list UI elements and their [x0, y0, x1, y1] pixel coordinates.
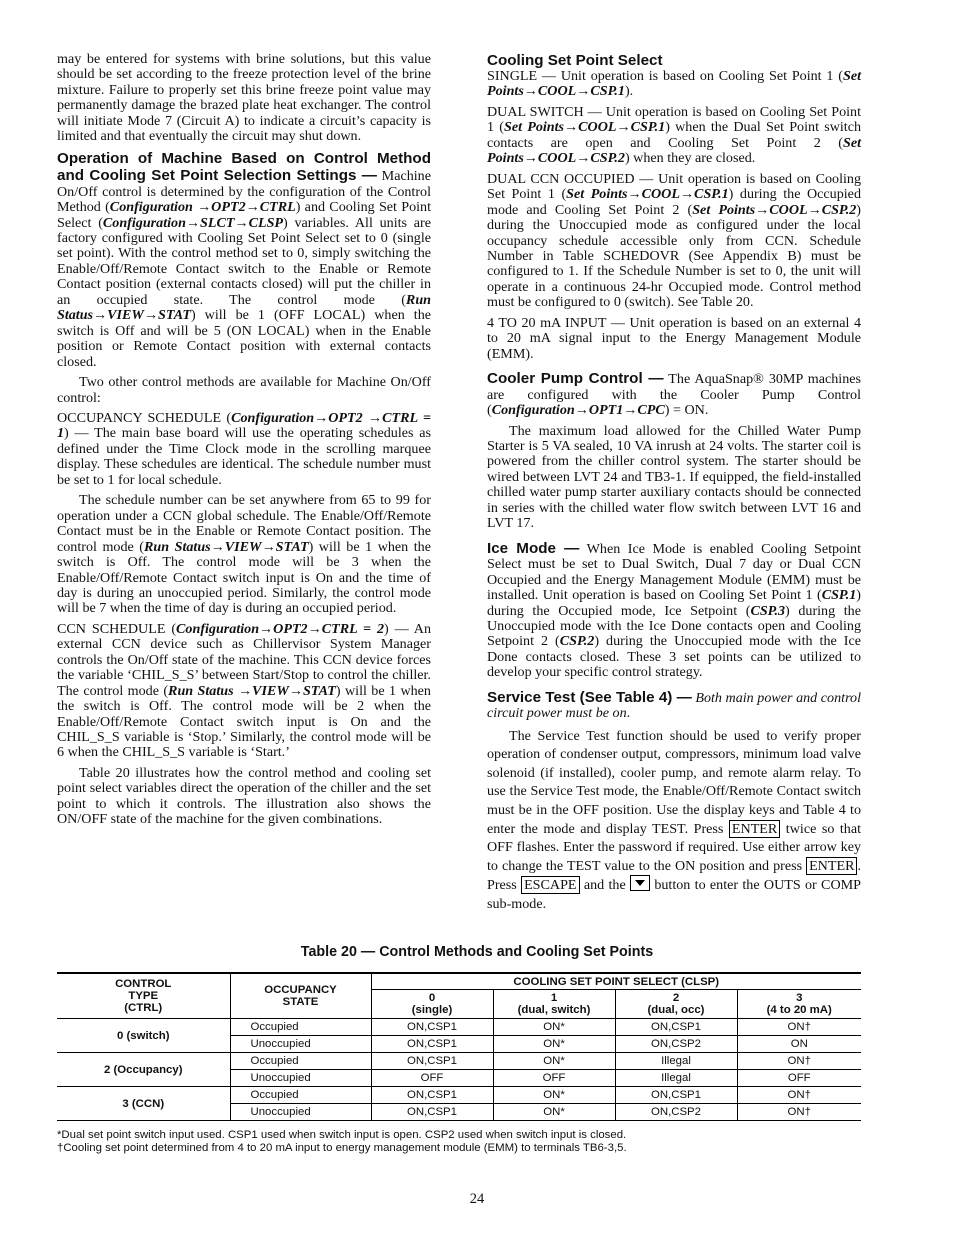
- value-cell: ON,CSP1: [371, 1019, 493, 1036]
- value-cell: ON†: [737, 1019, 861, 1036]
- table-row: [57, 1019, 861, 1036]
- value-cell: OFF: [737, 1070, 861, 1087]
- paragraph-brine: may be entered for systems with brine solutions, but this value should be set according to the freeze protection level of the brine mixture. Failure to properly set this brine freeze point value may permanently damage the brazed plate heat exchanger. The control will initiate Mode 7 (Circuit A) to indicate a circuit’s capacity is limited and that eventually the circuit may shut down.: [57, 51, 431, 145]
- value-cell: Illegal: [615, 1053, 737, 1070]
- value-cell: ON*: [493, 1087, 615, 1104]
- control-type-cell: 0 (switch): [57, 1019, 230, 1053]
- section-heading-cooler-pump: Cooler Pump Control —: [487, 370, 664, 388]
- paragraph-4-20-ma: 4 TO 20 mA INPUT — Unit operation is based on an external 4 to 20 mA signal input to the Energy Management Module (EMM).: [487, 314, 861, 362]
- paragraph-service-test-procedure: The Service Test function should be used to verify proper operation of condenser output, compressors, minimum load valve solenoid (if installed), cooler pump, and remote alarm relay. To use the Service Test mode, the Enable/Off/Remote Contact switch must be in the OFF position. Use the display keys and Table 4 to enter the mode and display TEST. Press ENTER twice so that OFF flashes. Enter the password if required. Use either arrow key to change the TEST value to the ON position and press ENTER . Press ESCAPE and the button to enter the OUTS or COMP sub-mode.: [487, 727, 862, 913]
- state-cell: Occupied: [230, 1087, 371, 1104]
- footnote-4-20-ma: †Cooling set point determined from 4 to 20 mA input to energy management module (EMM) to terminals TB6-3,5.: [57, 1141, 627, 1154]
- paragraph-control-method: Operation of Machine Based on Control Method and Cooling Set Point Selection Settings — Machine On/Off control is determined by the configuration of the Control Method (Configuration →OPT2→CTRL) and Cooling Set Point Select (Configuration→SLCT→CLSP) variables. All units are factory configured with Cooling Set Point Select set to 0 (single set point). With the control method set to 0, simply switching the Enable/Off/Remote Contact switch to the Enable or Remote Contact position (external contacts closed) will put the chiller in an occupied state. The control mode (Run Status→VIEW→STAT) will be 1 (OFF LOCAL) when the switch is Off and will be 5 (ON LOCAL) when in the Enable position or Remote Contact position with external contacts closed.: [57, 149, 431, 370]
- paragraph-service-test: Service Test (See Table 4) — Both main power and control circuit power must be on.: [487, 688, 861, 722]
- control-type-cell: 3 (CCN): [57, 1087, 230, 1121]
- state-cell: Occupied: [230, 1019, 371, 1036]
- value-cell: ON,CSP1: [615, 1087, 737, 1104]
- page-number: 24: [469, 1191, 485, 1207]
- header-clsp-3: 3 (4 to 20 mA): [737, 990, 861, 1019]
- paragraph-two-methods: Two other control methods are available for Machine On/Off control:: [57, 374, 431, 406]
- enter-key-label: ENTER: [729, 820, 780, 838]
- control-methods-table: [57, 972, 861, 1121]
- control-type-cell: 2 (Occupancy): [57, 1053, 230, 1087]
- paragraph-occupancy-schedule: OCCUPANCY SCHEDULE (Configuration→OPT2 →CTRL = 1) — The main base board will use the operating schedules as defined under the Time Clock mode in the scrolling marquee display. These schedules are identical. The schedule number must be set to 1 for local schedule.: [57, 409, 431, 488]
- value-cell: ON,CSP2: [615, 1036, 737, 1053]
- value-cell: ON,CSP2: [615, 1104, 737, 1121]
- table-row: [57, 1053, 861, 1070]
- paragraph-ccn-schedule: CCN SCHEDULE (Configuration→OPT2→CTRL = 2) — An external CCN device such as Chillervisor System Manager controls the On/Off state of the machine. This CCN device forces the variable ‘CHIL_S_S’ between Start/Stop to control the chiller. The control mode (Run Status →VIEW→STAT) will be 1 when the switch is Off. The control mode will be 2 when the Enable/Off/Remote Contact switch input is On and the CHIL_S_S variable is ‘Stop.’ Similarly, the control mode will be 6 when the CHIL_S_S variable is ‘Start.’: [57, 620, 431, 761]
- value-cell: ON*: [493, 1053, 615, 1070]
- down-arrow-key-icon: [630, 875, 650, 891]
- paragraph-dual-ccn: DUAL CCN OCCUPIED — Unit operation is based on Cooling Set Point 1 (Set Points→COOL→CSP.1) during the Occupied mode and Cooling Set Point 2 (Set Points→COOL→CSP.2) during the Unoccupied mode as configured under the local occupancy schedule accessible only from CCN. Schedule Number in Table SCHEDOVR (See Appendix B) must be configured to 1. If the Schedule Number is set to 0, the unit will operate in a continuous 24-hr Occupied mode. Control method must be configured to 0 (switch). See Table 20.: [487, 170, 861, 311]
- value-cell: OFF: [371, 1070, 493, 1087]
- table-footnotes: [57, 1129, 877, 1155]
- section-heading-cooling-set-point: Cooling Set Point Select: [487, 52, 663, 69]
- value-cell: ON*: [493, 1104, 615, 1121]
- value-cell: OFF: [493, 1070, 615, 1087]
- section-heading-service-test: Service Test (See Table 4) —: [487, 688, 692, 706]
- header-cooling-set-point-select: COOLING SET POINT SELECT (CLSP): [371, 973, 861, 990]
- paragraph-dual-switch: DUAL SWITCH — Unit operation is based on Cooling Set Point 1 (Set Points→COOL→CSP.1) when the Dual Set Point switch contacts are open and Cooling Set Point 2 (Set Points→COOL→CSP.2) when they are closed.: [487, 103, 862, 167]
- paragraph-single: SINGLE — Unit operation is based on Cooling Set Point 1 (Set Points→COOL→CSP.1).: [487, 68, 861, 100]
- enter-key-label: ENTER: [806, 857, 857, 875]
- paragraph-ice-mode: Ice Mode — When Ice Mode is enabled Cooling Setpoint Select must be set to Dual Switch, Dual 7 day or Dual CCN Occupied and the Energy Management Module (EMM) must be installed. Unit operation is based on Cooling Set Point 1 (CSP.1) during the Occupied mode, Ice Setpoint (CSP.3) during the Unoccupied mode with the Ice Done contacts open and Cooling Setpoint 2 (CSP.2) during the Unoccupied mode with the Ice Done contacts closed. These 3 set points can be utilized to develop your specific control strategy.: [487, 539, 861, 681]
- header-clsp-0: 0 (single): [371, 990, 493, 1019]
- section-heading-control-method: Operation of Machine Based on Control Method and Cooling Set Point Selection Settings —: [57, 149, 431, 185]
- state-cell: Unoccupied: [230, 1104, 371, 1121]
- table-title: Table 20 — Control Methods and Cooling Set Points: [300, 944, 654, 960]
- value-cell: ON,CSP1: [371, 1087, 493, 1104]
- paragraph-table-20-intro: Table 20 illustrates how the control method and cooling set point select variables direct the operation of the chiller and the set point to which it controls. The illustration also shows the ON/OFF state of the machine for the given combinations.: [57, 764, 431, 828]
- paragraph-schedule-number: The schedule number can be set anywhere from 65 to 99 for operation under a CCN global schedule. The Enable/Off/Remote Contact must be in the Enable or Remote Contact position. The control mode (Run Status→VIEW→STAT) will be 1 when the switch is Off. The control mode will be 3 when the Enable/Off/Remote Contact switch input is On and the time of day is during an unoccupied period. Similarly, the control mode will be 7 when the time of day is during an occupied period.: [57, 492, 431, 617]
- header-clsp-1: 1 (dual, switch): [493, 990, 615, 1019]
- header-clsp-2: 2 (dual, occ): [615, 990, 737, 1019]
- section-heading-ice-mode: Ice Mode —: [487, 539, 580, 557]
- value-cell: ON,CSP1: [371, 1036, 493, 1053]
- value-cell: ON,CSP1: [615, 1019, 737, 1036]
- value-cell: ON*: [493, 1019, 615, 1036]
- state-cell: Occupied: [230, 1053, 371, 1070]
- value-cell: ON,CSP1: [371, 1053, 493, 1070]
- paragraph-pump-load: The maximum load allowed for the Chilled Water Pump Starter is 5 VA sealed, 10 VA inrush at 24 volts. The starter coil is powered from the chiller control system. The starter should be wired between LVT 24 and TB3-1. If equipped, the field-installed chilled water pump starter auxiliary contacts should be connected in series with the chilled water flow switch between LVT 16 and LVT 17.: [487, 422, 861, 532]
- right-column: [487, 52, 861, 919]
- footnote-dual-set-point: *Dual set point switch input used. CSP1 used when switch input is open. CSP2 used when switch input is closed.: [57, 1129, 627, 1141]
- header-occupancy-state: OCCUPANCY STATE: [230, 973, 371, 1019]
- table-row: [57, 1087, 861, 1104]
- escape-key-label: ESCAPE: [521, 876, 579, 894]
- value-cell: ON†: [737, 1087, 861, 1104]
- header-control-type: CONTROL TYPE (CTRL): [57, 973, 230, 1019]
- state-cell: Unoccupied: [230, 1070, 371, 1087]
- value-cell: ON†: [737, 1053, 861, 1070]
- state-cell: Unoccupied: [230, 1036, 371, 1053]
- value-cell: ON,CSP1: [371, 1104, 493, 1121]
- value-cell: ON: [737, 1036, 861, 1053]
- value-cell: ON*: [493, 1036, 615, 1053]
- paragraph-cooler-pump: Cooler Pump Control — The AquaSnap® 30MP machines are configured with the Cooler Pump Control (Configuration→OPT1→CPC) = ON.: [487, 370, 861, 419]
- value-cell: Illegal: [615, 1070, 737, 1087]
- value-cell: ON†: [737, 1104, 861, 1121]
- left-column: [57, 52, 431, 833]
